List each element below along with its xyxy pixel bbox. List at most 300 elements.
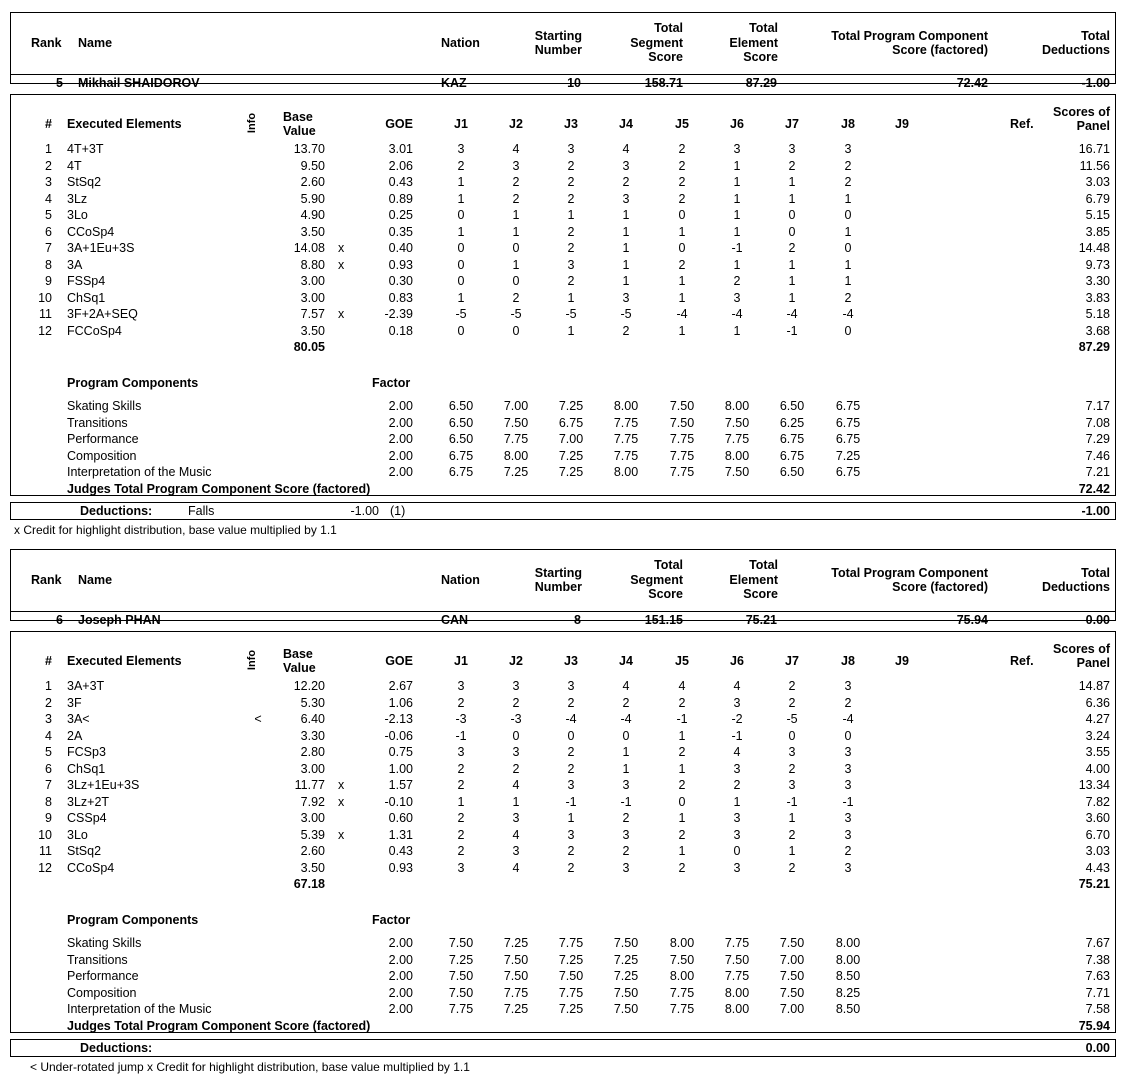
judge-mark: 8.00 bbox=[724, 985, 750, 1000]
element-panel-score: 3.83 bbox=[1085, 290, 1110, 305]
judge-mark: 7.75 bbox=[669, 465, 695, 479]
judge-mark: 1 bbox=[457, 191, 465, 206]
element-base-value: 11.77 bbox=[294, 778, 325, 792]
judge-mark: 2 bbox=[622, 323, 630, 338]
judge-mark: 7.50 bbox=[724, 465, 750, 479]
judge-mark: 1 bbox=[512, 208, 520, 222]
judge-mark: 1 bbox=[678, 844, 686, 858]
element-number: 8 bbox=[45, 794, 52, 809]
judge-mark: 7.50 bbox=[613, 936, 639, 950]
component-score: 7.63 bbox=[1085, 969, 1110, 983]
table-row bbox=[0, 828, 1125, 845]
judge-mark: 3 bbox=[567, 142, 575, 156]
starting-number-value: 8 bbox=[574, 613, 581, 627]
element-number: 1 bbox=[45, 142, 52, 156]
element-goe: -2.39 bbox=[384, 307, 413, 321]
judge-mark: 2 bbox=[788, 158, 796, 173]
judge-mark: -1 bbox=[455, 728, 467, 743]
judge-mark: 2 bbox=[844, 844, 852, 858]
judge-label: J1 bbox=[454, 117, 468, 131]
judges-total-label: Judges Total Program Component Score (factored) bbox=[67, 481, 371, 496]
judge-mark: 3 bbox=[567, 257, 575, 272]
judge-mark: -2 bbox=[731, 712, 743, 726]
judge-mark: 2 bbox=[844, 695, 852, 710]
judge-mark: 8.50 bbox=[835, 1002, 861, 1016]
judge-mark: 7.75 bbox=[724, 432, 750, 446]
base-value-total: 67.18 bbox=[293, 877, 325, 891]
starting-number-label-2: Number bbox=[534, 43, 582, 57]
element-number: 6 bbox=[45, 761, 52, 776]
deduction-item-value: -1.00 bbox=[350, 504, 379, 518]
judge-mark: 2 bbox=[678, 778, 686, 792]
judge-mark: 1 bbox=[567, 208, 575, 222]
judge-mark: 8.00 bbox=[669, 969, 695, 983]
judge-label: J8 bbox=[841, 654, 855, 668]
judge-mark: 7.25 bbox=[835, 448, 861, 463]
judge-mark: -4 bbox=[842, 712, 854, 726]
judge-mark: 0 bbox=[512, 323, 520, 338]
judge-mark: 7.75 bbox=[669, 1002, 695, 1016]
element-base-value: 3.50 bbox=[300, 224, 325, 239]
element-goe: 0.25 bbox=[388, 208, 413, 222]
judge-mark: 8.00 bbox=[835, 952, 861, 967]
judge-mark: -4 bbox=[620, 712, 632, 726]
base-value-total: 80.05 bbox=[293, 340, 325, 354]
element-name: 3Lo bbox=[67, 827, 88, 842]
component-row bbox=[0, 1002, 1125, 1019]
judge-mark: 2 bbox=[678, 191, 686, 206]
judge-mark: 6.75 bbox=[558, 415, 584, 430]
element-number: 8 bbox=[45, 257, 52, 272]
judge-mark: 7.75 bbox=[669, 432, 695, 446]
element-name: 3A bbox=[67, 257, 83, 272]
judge-mark: -5 bbox=[510, 307, 522, 321]
element-name: 3Lz+1Eu+3S bbox=[67, 778, 140, 792]
judge-mark: 1 bbox=[622, 274, 630, 288]
judge-mark: -1 bbox=[786, 794, 798, 809]
element-goe: 0.30 bbox=[388, 274, 413, 288]
judge-mark: 7.25 bbox=[558, 399, 584, 413]
judge-mark: -1 bbox=[731, 728, 743, 743]
judge-mark: 2 bbox=[457, 844, 465, 858]
judge-mark: 3 bbox=[788, 745, 796, 759]
judge-mark: 1 bbox=[678, 290, 686, 305]
judge-mark: 0 bbox=[457, 323, 465, 338]
component-row bbox=[0, 449, 1125, 466]
element-name: 3A< bbox=[67, 712, 90, 726]
judge-mark: 3 bbox=[844, 778, 852, 792]
judge-mark: 0 bbox=[678, 208, 686, 222]
skater-name: Joseph PHAN bbox=[78, 613, 161, 627]
judge-mark: 2 bbox=[678, 142, 686, 156]
component-factor: 2.00 bbox=[388, 399, 413, 413]
element-panel-score: 3.55 bbox=[1085, 745, 1110, 759]
judge-mark: 2 bbox=[457, 827, 465, 842]
judge-mark: 2 bbox=[457, 811, 465, 825]
judge-mark: -1 bbox=[620, 794, 632, 809]
total-element-score-value: 75.21 bbox=[745, 613, 777, 627]
judge-mark: -4 bbox=[565, 712, 577, 726]
starting-number-value: 10 bbox=[567, 76, 581, 90]
table-row bbox=[0, 712, 1125, 729]
judge-mark: 2 bbox=[512, 761, 520, 776]
element-goe: 0.35 bbox=[388, 224, 413, 239]
info-label: Info bbox=[246, 649, 259, 671]
element-number: 11 bbox=[39, 844, 52, 858]
judge-mark: 2 bbox=[844, 175, 852, 189]
judge-mark: 1 bbox=[788, 175, 796, 189]
component-score: 7.17 bbox=[1085, 399, 1110, 413]
judge-mark: 3 bbox=[844, 761, 852, 776]
element-number: 1 bbox=[45, 679, 52, 693]
element-panel-score: 3.03 bbox=[1085, 175, 1110, 189]
judge-mark: 3 bbox=[622, 778, 630, 792]
starting-number-label-2: Number bbox=[534, 580, 582, 594]
judge-mark: -4 bbox=[842, 307, 854, 321]
total-element-score-label: Element bbox=[729, 35, 778, 50]
judge-mark: 1 bbox=[733, 257, 741, 272]
judge-mark: 3 bbox=[733, 860, 741, 875]
judge-mark: 0 bbox=[678, 241, 686, 255]
deductions-total: -1.00 bbox=[1081, 504, 1110, 518]
total-element-score-value: 87.29 bbox=[745, 76, 777, 90]
element-base-value: 7.92 bbox=[300, 794, 325, 809]
judge-mark: 3 bbox=[567, 778, 575, 792]
judge-label: J4 bbox=[619, 654, 633, 668]
base-value-label-2: Value bbox=[283, 124, 316, 138]
judge-label: J5 bbox=[675, 654, 689, 668]
element-base-value: 2.60 bbox=[300, 844, 325, 858]
element-base-value: 2.60 bbox=[300, 175, 325, 189]
judge-mark: 1 bbox=[512, 224, 520, 239]
table-row bbox=[0, 225, 1125, 242]
judge-mark: 7.75 bbox=[503, 985, 529, 1000]
element-number: 3 bbox=[45, 712, 52, 726]
judge-mark: 1 bbox=[788, 191, 796, 206]
judge-mark: 1 bbox=[788, 290, 796, 305]
judge-mark: 6.50 bbox=[448, 432, 474, 446]
table-row bbox=[0, 844, 1125, 861]
judge-mark: 4 bbox=[622, 142, 630, 156]
component-row bbox=[0, 432, 1125, 449]
judge-mark: 7.50 bbox=[724, 952, 750, 967]
judge-label: J2 bbox=[509, 654, 523, 668]
element-base-value: 3.00 bbox=[300, 761, 325, 776]
element-panel-score: 11.56 bbox=[1079, 158, 1110, 173]
judge-mark: 7.25 bbox=[503, 1002, 529, 1016]
element-base-value: 4.90 bbox=[300, 208, 325, 222]
element-name: StSq2 bbox=[67, 175, 102, 189]
table-row bbox=[0, 679, 1125, 696]
element-panel-score: 7.82 bbox=[1085, 794, 1110, 809]
rank-value: 5 bbox=[56, 76, 63, 90]
judge-mark: 7.75 bbox=[724, 969, 750, 983]
table-row bbox=[0, 175, 1125, 192]
elements-total: 87.29 bbox=[1078, 340, 1110, 354]
element-goe: 0.60 bbox=[388, 811, 413, 825]
element-base-value: 12.20 bbox=[293, 679, 325, 693]
component-name: Interpretation of the Music bbox=[67, 465, 212, 479]
element-goe: 0.40 bbox=[388, 241, 413, 255]
judge-mark: 1 bbox=[733, 191, 741, 206]
judge-mark: 7.75 bbox=[669, 985, 695, 1000]
judge-mark: 0 bbox=[512, 274, 520, 288]
total-segment-score-label: Segment bbox=[630, 35, 683, 50]
element-number: 3 bbox=[45, 175, 52, 189]
judge-mark: 1 bbox=[512, 257, 520, 272]
num-label: # bbox=[45, 654, 52, 668]
judge-mark: 8.00 bbox=[503, 448, 529, 463]
judge-mark: 2 bbox=[512, 175, 520, 189]
judge-mark: 6.50 bbox=[779, 399, 805, 413]
base-value-label-2: Value bbox=[283, 661, 316, 675]
component-score: 7.08 bbox=[1085, 415, 1110, 430]
judge-mark: 2 bbox=[622, 811, 630, 825]
judge-mark: 7.25 bbox=[448, 952, 474, 967]
judge-mark: 8.00 bbox=[724, 1002, 750, 1016]
element-name: FCSp3 bbox=[67, 745, 106, 759]
judge-mark: 8.25 bbox=[835, 985, 861, 1000]
total-deductions-value: -1.00 bbox=[1081, 76, 1110, 90]
element-number: 7 bbox=[45, 241, 52, 255]
elements-total: 75.21 bbox=[1078, 877, 1110, 891]
component-row bbox=[0, 465, 1125, 482]
judge-mark: 0 bbox=[788, 208, 796, 222]
judge-mark: -5 bbox=[565, 307, 577, 321]
pcs-total: 72.42 bbox=[1078, 481, 1110, 496]
component-row bbox=[0, 953, 1125, 970]
component-name: Composition bbox=[67, 448, 137, 463]
judge-mark: 3 bbox=[733, 811, 741, 825]
element-panel-score: 6.79 bbox=[1085, 191, 1110, 206]
component-factor: 2.00 bbox=[388, 432, 413, 446]
judge-mark: 7.50 bbox=[558, 969, 584, 983]
judge-mark: 7.50 bbox=[613, 985, 639, 1000]
judge-mark: 3 bbox=[457, 142, 465, 156]
name-label: Name bbox=[78, 573, 113, 587]
element-base-value: 2.80 bbox=[300, 745, 325, 759]
component-name: Interpretation of the Music bbox=[67, 1002, 212, 1016]
element-base-value: 14.08 bbox=[293, 241, 325, 255]
judge-mark: 7.50 bbox=[448, 969, 474, 983]
judge-mark: 2 bbox=[844, 290, 852, 305]
judge-mark: 3 bbox=[844, 827, 852, 842]
rank-label: Rank bbox=[31, 573, 62, 587]
judge-mark: 3 bbox=[844, 142, 852, 156]
element-name: ChSq1 bbox=[67, 290, 106, 305]
judge-mark: 7.00 bbox=[503, 399, 529, 413]
info-label: Info bbox=[246, 112, 259, 134]
judge-mark: 8.00 bbox=[613, 465, 639, 479]
table-row bbox=[0, 192, 1125, 209]
component-name: Skating Skills bbox=[67, 399, 142, 413]
deductions-label: Deductions: bbox=[80, 504, 153, 518]
judge-mark: 7.50 bbox=[779, 936, 805, 950]
judge-mark: 1 bbox=[457, 224, 465, 239]
judge-mark: 3 bbox=[844, 679, 852, 693]
judge-mark: 7.75 bbox=[613, 432, 639, 446]
judge-mark: 6.50 bbox=[448, 415, 474, 430]
element-name: CSSp4 bbox=[67, 811, 107, 825]
judge-mark: 3 bbox=[457, 679, 465, 693]
judge-mark: 3 bbox=[622, 290, 630, 305]
judge-mark: -4 bbox=[786, 307, 798, 321]
judge-mark: 0 bbox=[844, 323, 852, 338]
element-name: FCCoSp4 bbox=[67, 323, 122, 338]
element-goe: 0.89 bbox=[388, 191, 413, 206]
total-segment-score-value: 158.71 bbox=[644, 76, 683, 90]
total-deductions-label-1: Total bbox=[1081, 29, 1110, 43]
element-base-value: 6.40 bbox=[300, 712, 325, 726]
judge-mark: 4 bbox=[733, 745, 741, 759]
element-credit-marker: x bbox=[338, 257, 345, 272]
total-segment-score-value: 151.15 bbox=[644, 613, 683, 627]
element-goe: 1.06 bbox=[388, 695, 413, 710]
element-name: StSq2 bbox=[67, 844, 102, 858]
judge-mark: 7.50 bbox=[779, 969, 805, 983]
judge-mark: 1 bbox=[733, 175, 741, 189]
judge-mark: 4 bbox=[512, 860, 520, 875]
element-base-value: 7.57 bbox=[300, 307, 325, 321]
judge-mark: -1 bbox=[676, 712, 688, 726]
judge-mark: 2 bbox=[457, 761, 465, 776]
scores-of-panel-label-1: Scores of bbox=[1053, 642, 1110, 656]
judge-mark: 7.25 bbox=[503, 936, 529, 950]
judge-mark: 2 bbox=[457, 158, 465, 173]
judge-mark: 6.75 bbox=[835, 432, 861, 446]
goe-label: GOE bbox=[385, 654, 413, 668]
rank-value: 6 bbox=[56, 613, 63, 627]
judge-mark: 1 bbox=[567, 290, 575, 305]
judge-mark: 7.25 bbox=[558, 465, 584, 479]
judge-mark: 0 bbox=[567, 728, 575, 743]
judge-mark: 2 bbox=[788, 860, 796, 875]
judge-mark: 2 bbox=[678, 257, 686, 272]
judge-mark: -4 bbox=[676, 307, 688, 321]
name-label: Name bbox=[78, 36, 113, 50]
judge-mark: 6.75 bbox=[835, 415, 861, 430]
element-goe: 0.43 bbox=[388, 175, 413, 189]
judge-mark: 1 bbox=[678, 224, 686, 239]
element-goe: 0.83 bbox=[388, 290, 413, 305]
judge-mark: -1 bbox=[565, 794, 577, 809]
judge-mark: 3 bbox=[512, 811, 520, 825]
pcs-total: 75.94 bbox=[1078, 1018, 1110, 1033]
element-number: 10 bbox=[38, 827, 52, 842]
element-name: 4T+3T bbox=[67, 142, 104, 156]
judge-mark: 6.75 bbox=[448, 448, 474, 463]
judge-mark: 4 bbox=[733, 679, 741, 693]
judge-mark: 3 bbox=[622, 158, 630, 173]
judge-mark: -1 bbox=[731, 241, 743, 255]
table-row bbox=[0, 142, 1125, 159]
element-credit-marker: x bbox=[338, 307, 345, 321]
element-number: 5 bbox=[45, 745, 52, 759]
total-segment-score-label: Score bbox=[648, 50, 683, 64]
deduction-count: (1) bbox=[390, 504, 406, 518]
judge-mark: 0 bbox=[678, 794, 686, 809]
judge-mark: 7.50 bbox=[613, 1002, 639, 1016]
nation-label: Nation bbox=[441, 573, 480, 587]
judge-mark: 2 bbox=[733, 274, 741, 288]
table-row bbox=[0, 861, 1125, 878]
judge-mark: 2 bbox=[512, 290, 520, 305]
table-row bbox=[0, 307, 1125, 324]
judge-mark: 1 bbox=[788, 257, 796, 272]
component-factor: 2.00 bbox=[388, 1002, 413, 1016]
judge-mark: 0 bbox=[457, 274, 465, 288]
element-goe: -0.06 bbox=[384, 728, 413, 743]
component-factor: 2.00 bbox=[388, 936, 413, 950]
component-score: 7.21 bbox=[1085, 465, 1110, 479]
factor-label: Factor bbox=[372, 913, 411, 927]
element-panel-score: 9.73 bbox=[1085, 257, 1110, 272]
total-deductions-value: 0.00 bbox=[1085, 613, 1110, 627]
judge-mark: -5 bbox=[455, 307, 467, 321]
table-row bbox=[0, 696, 1125, 713]
judge-mark: 3 bbox=[512, 679, 520, 693]
judge-mark: -5 bbox=[620, 307, 632, 321]
judge-mark: 2 bbox=[567, 860, 575, 875]
judge-mark: 1 bbox=[622, 241, 630, 255]
element-base-value: 5.90 bbox=[300, 191, 325, 206]
tpcs-label-2: Score (factored) bbox=[892, 580, 988, 594]
judge-mark: 7.50 bbox=[503, 952, 529, 967]
nation-value: KAZ bbox=[441, 76, 467, 90]
judge-mark: 1 bbox=[512, 794, 520, 809]
element-name: ChSq1 bbox=[67, 761, 106, 776]
element-panel-score: 14.48 bbox=[1078, 241, 1110, 255]
factor-label: Factor bbox=[372, 376, 411, 390]
total-element-score-label: Total bbox=[749, 21, 778, 35]
element-panel-score: 3.85 bbox=[1085, 224, 1110, 239]
judge-mark: 7.75 bbox=[613, 448, 639, 463]
judge-mark: -3 bbox=[510, 712, 522, 726]
element-number: 9 bbox=[45, 811, 52, 825]
table-row bbox=[0, 811, 1125, 828]
table-row bbox=[0, 324, 1125, 341]
element-goe: 2.06 bbox=[388, 158, 413, 173]
judge-label: J9 bbox=[895, 654, 909, 668]
judge-mark: 8.50 bbox=[835, 969, 861, 983]
element-name: 3Lz+2T bbox=[67, 794, 110, 809]
judge-mark: 1 bbox=[622, 761, 630, 776]
judge-mark: 2 bbox=[788, 241, 796, 255]
judge-mark: 7.00 bbox=[558, 432, 584, 446]
element-goe: 2.67 bbox=[388, 679, 413, 693]
element-number: 4 bbox=[45, 728, 52, 743]
judge-mark: 3 bbox=[844, 860, 852, 875]
element-credit-marker: x bbox=[338, 827, 345, 842]
ded-frame bbox=[10, 502, 1116, 520]
judge-mark: 1 bbox=[678, 323, 686, 338]
element-base-value: 13.70 bbox=[293, 142, 325, 156]
deductions-total: 0.00 bbox=[1085, 1041, 1110, 1055]
component-score: 7.67 bbox=[1085, 936, 1110, 950]
judge-mark: 3 bbox=[733, 761, 741, 776]
judge-mark: 0 bbox=[457, 241, 465, 255]
judge-mark: 3 bbox=[733, 290, 741, 305]
judge-mark: 2 bbox=[678, 695, 686, 710]
element-number: 10 bbox=[38, 290, 52, 305]
component-factor: 2.00 bbox=[388, 952, 413, 967]
judge-mark: 7.50 bbox=[448, 936, 474, 950]
element-number: 9 bbox=[45, 274, 52, 288]
footnote: < Under-rotated jump x Credit for highlight distribution, base value multiplied by 1.1 bbox=[30, 1060, 470, 1074]
judge-mark: 7.50 bbox=[669, 952, 695, 967]
element-number: 4 bbox=[45, 191, 52, 206]
judge-mark: 1 bbox=[844, 224, 852, 239]
